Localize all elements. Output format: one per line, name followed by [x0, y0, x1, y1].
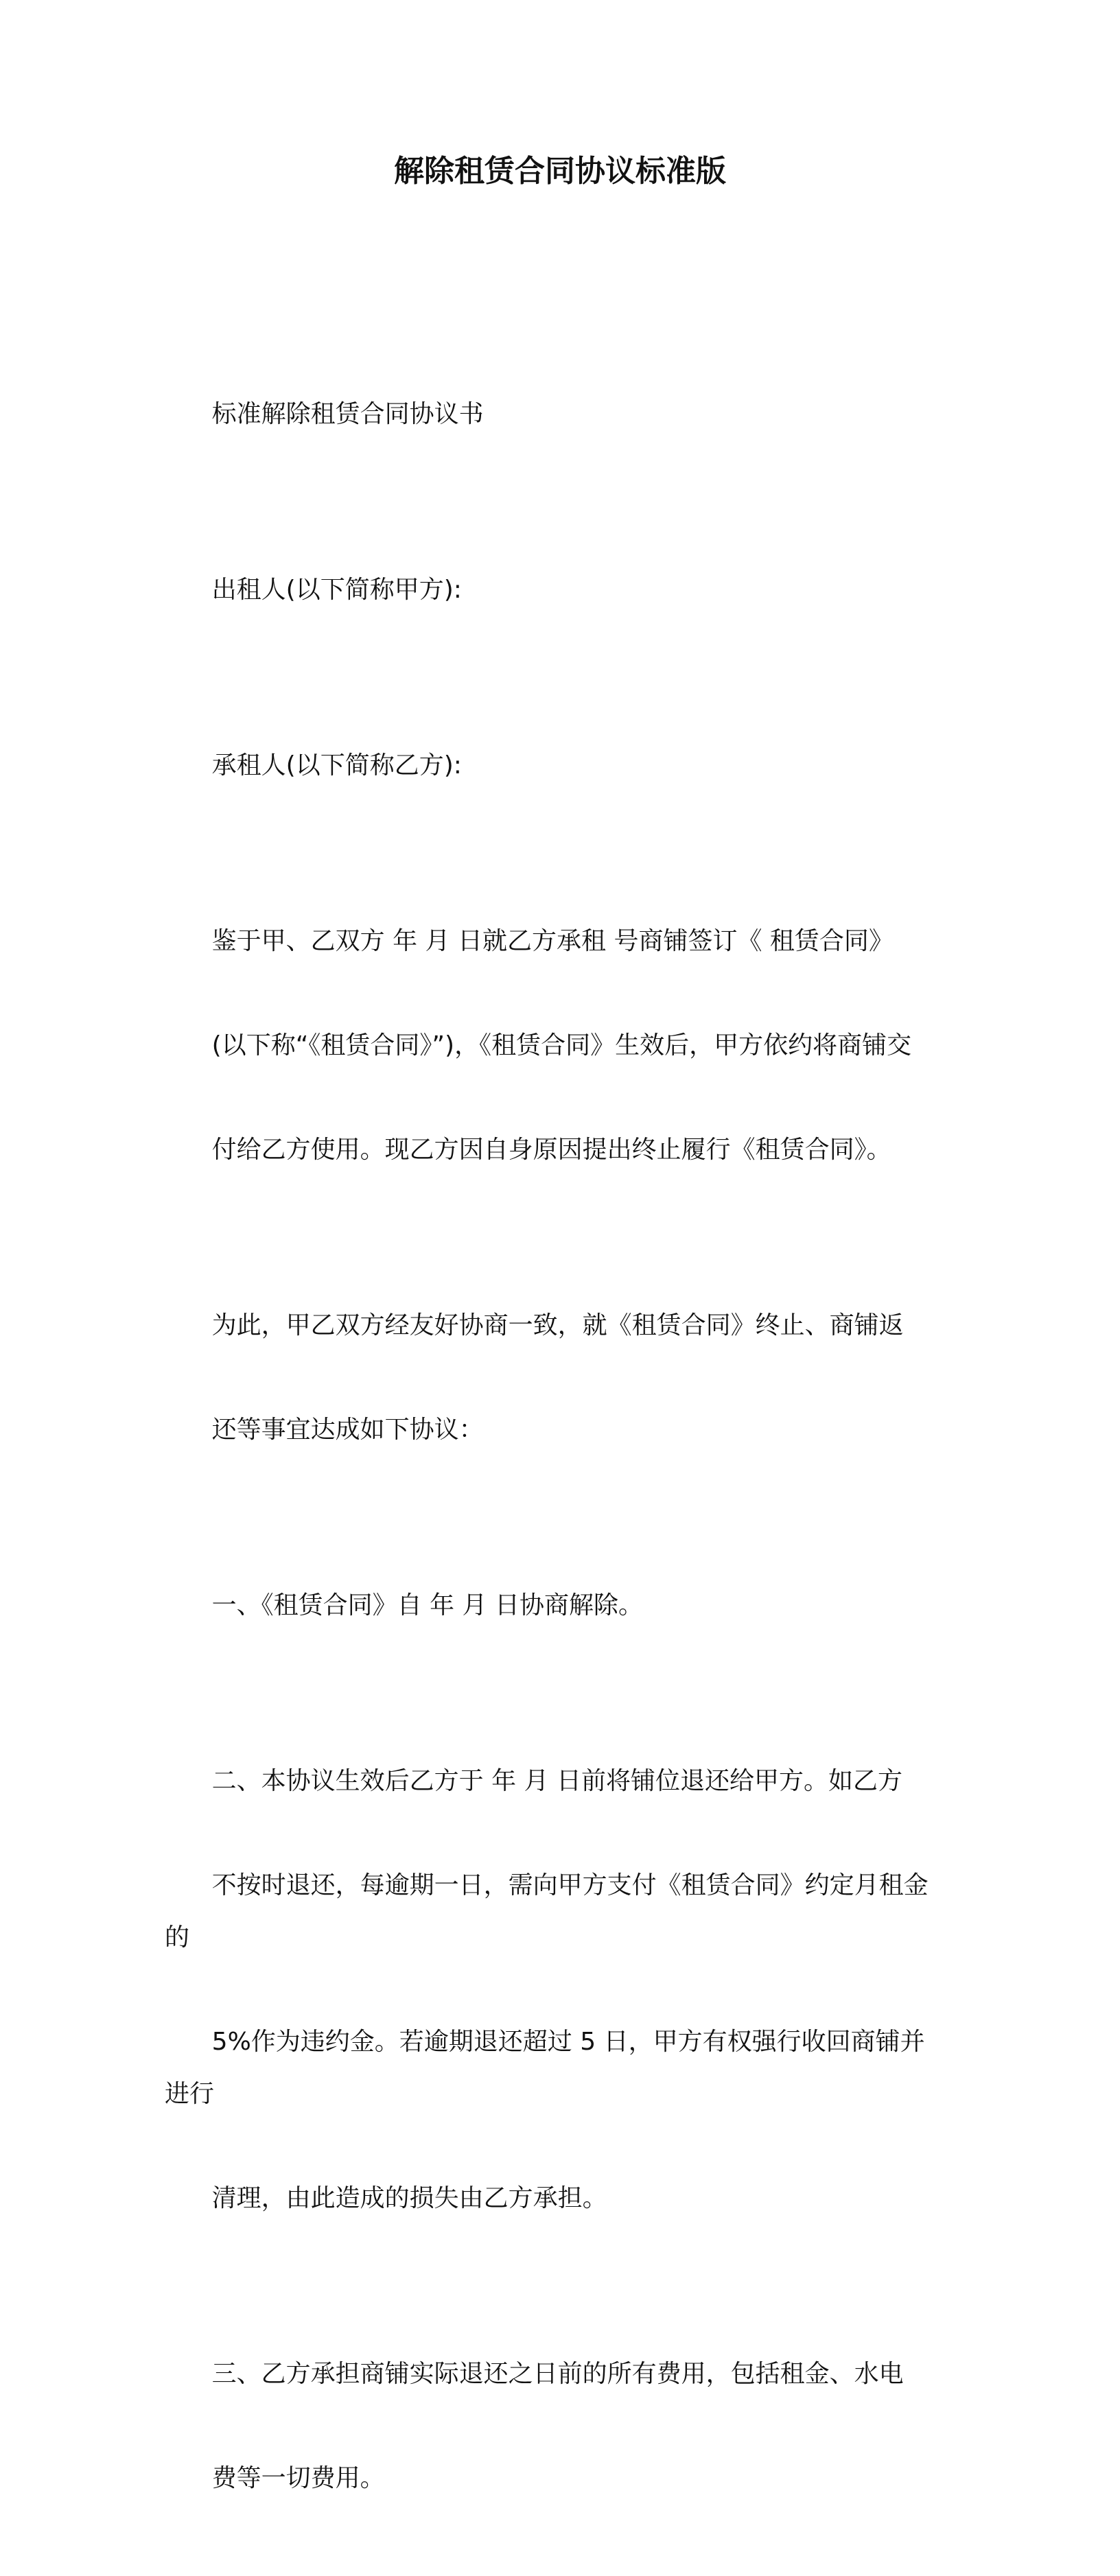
paragraph-line: 清理，由此造成的损失由乙方承担。 — [211, 2184, 607, 2212]
paragraph-clause-2 — [165, 1703, 947, 2277]
paragraph-lessee — [165, 688, 947, 844]
paragraph-agreement-intro — [165, 1248, 947, 1508]
document-body — [165, 336, 947, 2576]
paragraph-line: 承租人(以下简称乙方): — [211, 751, 462, 780]
paragraph-line: 出租人(以下简称甲方): — [211, 576, 462, 604]
paragraph-line: 还等事宜达成如下协议： — [211, 1416, 484, 1444]
paragraph-line: 不按时退还，每逾期一日，需向甲方支付《租赁合同》约定月租金的 — [165, 1871, 929, 1952]
paragraph-line: 标准解除租赁合同协议书 — [211, 400, 484, 428]
paragraph-clause-3 — [165, 2296, 947, 2557]
document-title: 解除租赁合同协议标准版 — [394, 154, 726, 189]
paragraph-line: 为此，甲乙双方经友好协商一致，就《租赁合同》终止、商铺返 — [211, 1311, 904, 1339]
paragraph-line: 三、乙方承担商铺实际退还之日前的所有费用，包括租金、水电 — [211, 2360, 904, 2388]
paragraph-line: 一、《租赁合同》自 年 月 日协商解除。 — [211, 1591, 644, 1619]
paragraph-line: (以下称“《租赁合同》”)，《租赁合同》生效后，甲方依约将商铺交 — [211, 1031, 912, 1059]
paragraph-line: 鉴于甲、乙双方 年 月 日就乙方承租 号商铺签订《 租赁合同》 — [211, 927, 894, 955]
paragraph-line: 费等一切费用。 — [211, 2464, 385, 2492]
paragraph-line: 5%作为违约金。若逾期退还超过 5 日，甲方有权强行收回商铺并进行 — [165, 2028, 925, 2108]
paragraph-line: 付给乙方使用。现乙方因自身原因提出终止履行《租赁合同》。 — [211, 1136, 891, 1164]
paragraph-subtitle — [165, 336, 947, 493]
paragraph-lessor — [165, 512, 947, 668]
paragraph-recital — [165, 863, 947, 1228]
paragraph-clause-1 — [165, 1527, 947, 1684]
paragraph-line: 二、本协议生效后乙方于 年 月 日前将铺位退还给甲方。如乙方 — [211, 1767, 903, 1795]
